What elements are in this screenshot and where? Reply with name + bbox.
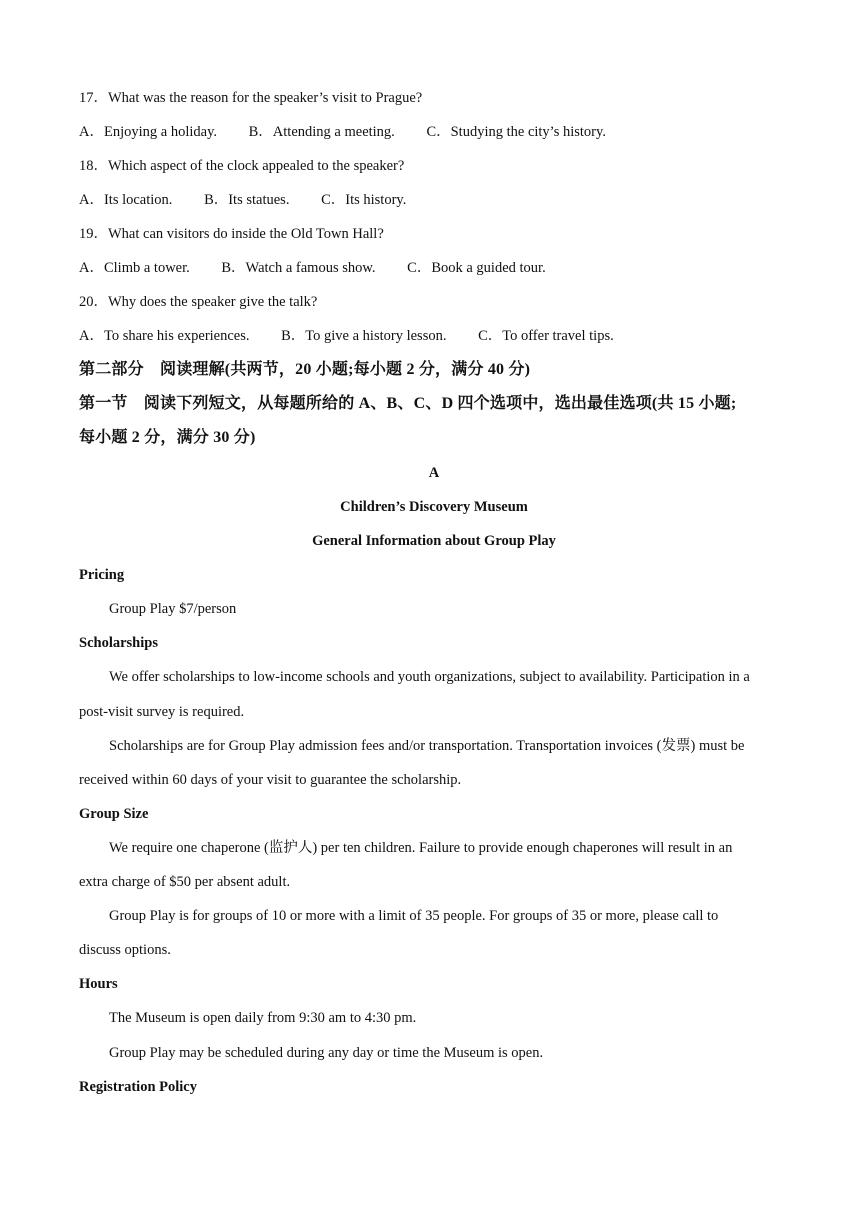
option-a: A．Its location. bbox=[79, 192, 173, 208]
option-c: C．Its history. bbox=[321, 192, 407, 208]
group-size-paragraph-1-line-1: We require one chaperone (监护人) per ten children. Failure to provide enough chaperones will result in an bbox=[109, 840, 733, 856]
option-b: B．Attending a meeting. bbox=[248, 124, 395, 140]
question-17-stem: 17．What was the reason for the speaker’s visit to Prague? bbox=[79, 90, 423, 106]
scholarships-paragraph-2-line-2: received within 60 days of your visit to guarantee the scholarship. bbox=[79, 772, 462, 788]
option-a: A．Climb a tower. bbox=[79, 260, 190, 276]
question-18-options bbox=[79, 190, 406, 210]
question-20-options bbox=[79, 326, 614, 346]
scholarships-heading: Scholarships bbox=[79, 635, 158, 651]
scholarships-paragraph-2-line-1: Scholarships are for Group Play admission fees and/or transportation. Transportation invoices (发票) must be bbox=[109, 738, 745, 754]
option-c: C．Book a guided tour. bbox=[407, 260, 546, 276]
question-19-options bbox=[79, 258, 546, 278]
section1-instructions-line1: 第一节 阅读下列短文，从每题所给的 A、B、C、D 四个选项中，选出最佳选项(共 15 小题; bbox=[79, 395, 737, 412]
passage-subtitle: General Information about Group Play bbox=[312, 533, 556, 549]
hours-heading: Hours bbox=[79, 976, 118, 992]
group-size-paragraph-2-line-1: Group Play is for groups of 10 or more with a limit of 35 people. For groups of 35 or more, please call to bbox=[109, 908, 719, 924]
option-c: C．Studying the city’s history. bbox=[426, 124, 606, 140]
group-size-paragraph-1-line-2: extra charge of $50 per absent adult. bbox=[79, 874, 291, 890]
question-17-options bbox=[79, 122, 606, 142]
option-c: C．To offer travel tips. bbox=[478, 328, 614, 344]
question-18-stem: 18．Which aspect of the clock appealed to the speaker? bbox=[79, 158, 405, 174]
hours-paragraph-2: Group Play may be scheduled during any day or time the Museum is open. bbox=[109, 1045, 544, 1061]
pricing-heading: Pricing bbox=[79, 567, 125, 583]
option-b: B．Its statues. bbox=[204, 192, 290, 208]
scholarships-paragraph-1-line-2: post-visit survey is required. bbox=[79, 704, 245, 720]
registration-policy-heading: Registration Policy bbox=[79, 1079, 197, 1095]
question-19-stem: 19．What can visitors do inside the Old Town Hall? bbox=[79, 226, 384, 242]
passage-letter: A bbox=[428, 465, 440, 481]
group-size-heading: Group Size bbox=[79, 806, 149, 822]
scholarships-paragraph-1-line-1: We offer scholarships to low-income schools and youth organizations, subject to availability. Participation in a bbox=[109, 669, 750, 685]
hours-paragraph-1: The Museum is open daily from 9:30 am to 4:30 pm. bbox=[109, 1010, 417, 1026]
passage-title: Children’s Discovery Museum bbox=[340, 499, 528, 515]
option-b: B．To give a history lesson. bbox=[281, 328, 447, 344]
group-size-paragraph-2-line-2: discuss options. bbox=[79, 942, 171, 958]
section1-instructions-line2: 每小题 2 分，满分 30 分) bbox=[79, 429, 256, 446]
option-a: A．Enjoying a holiday. bbox=[79, 124, 217, 140]
part2-heading: 第二部分 阅读理解(共两节，20 小题;每小题 2 分，满分 40 分) bbox=[79, 361, 531, 378]
option-b: B．Watch a famous show. bbox=[221, 260, 376, 276]
question-20-stem: 20．Why does the speaker give the talk? bbox=[79, 294, 318, 310]
pricing-text: Group Play $7/person bbox=[109, 601, 237, 617]
option-a: A．To share his experiences. bbox=[79, 328, 250, 344]
